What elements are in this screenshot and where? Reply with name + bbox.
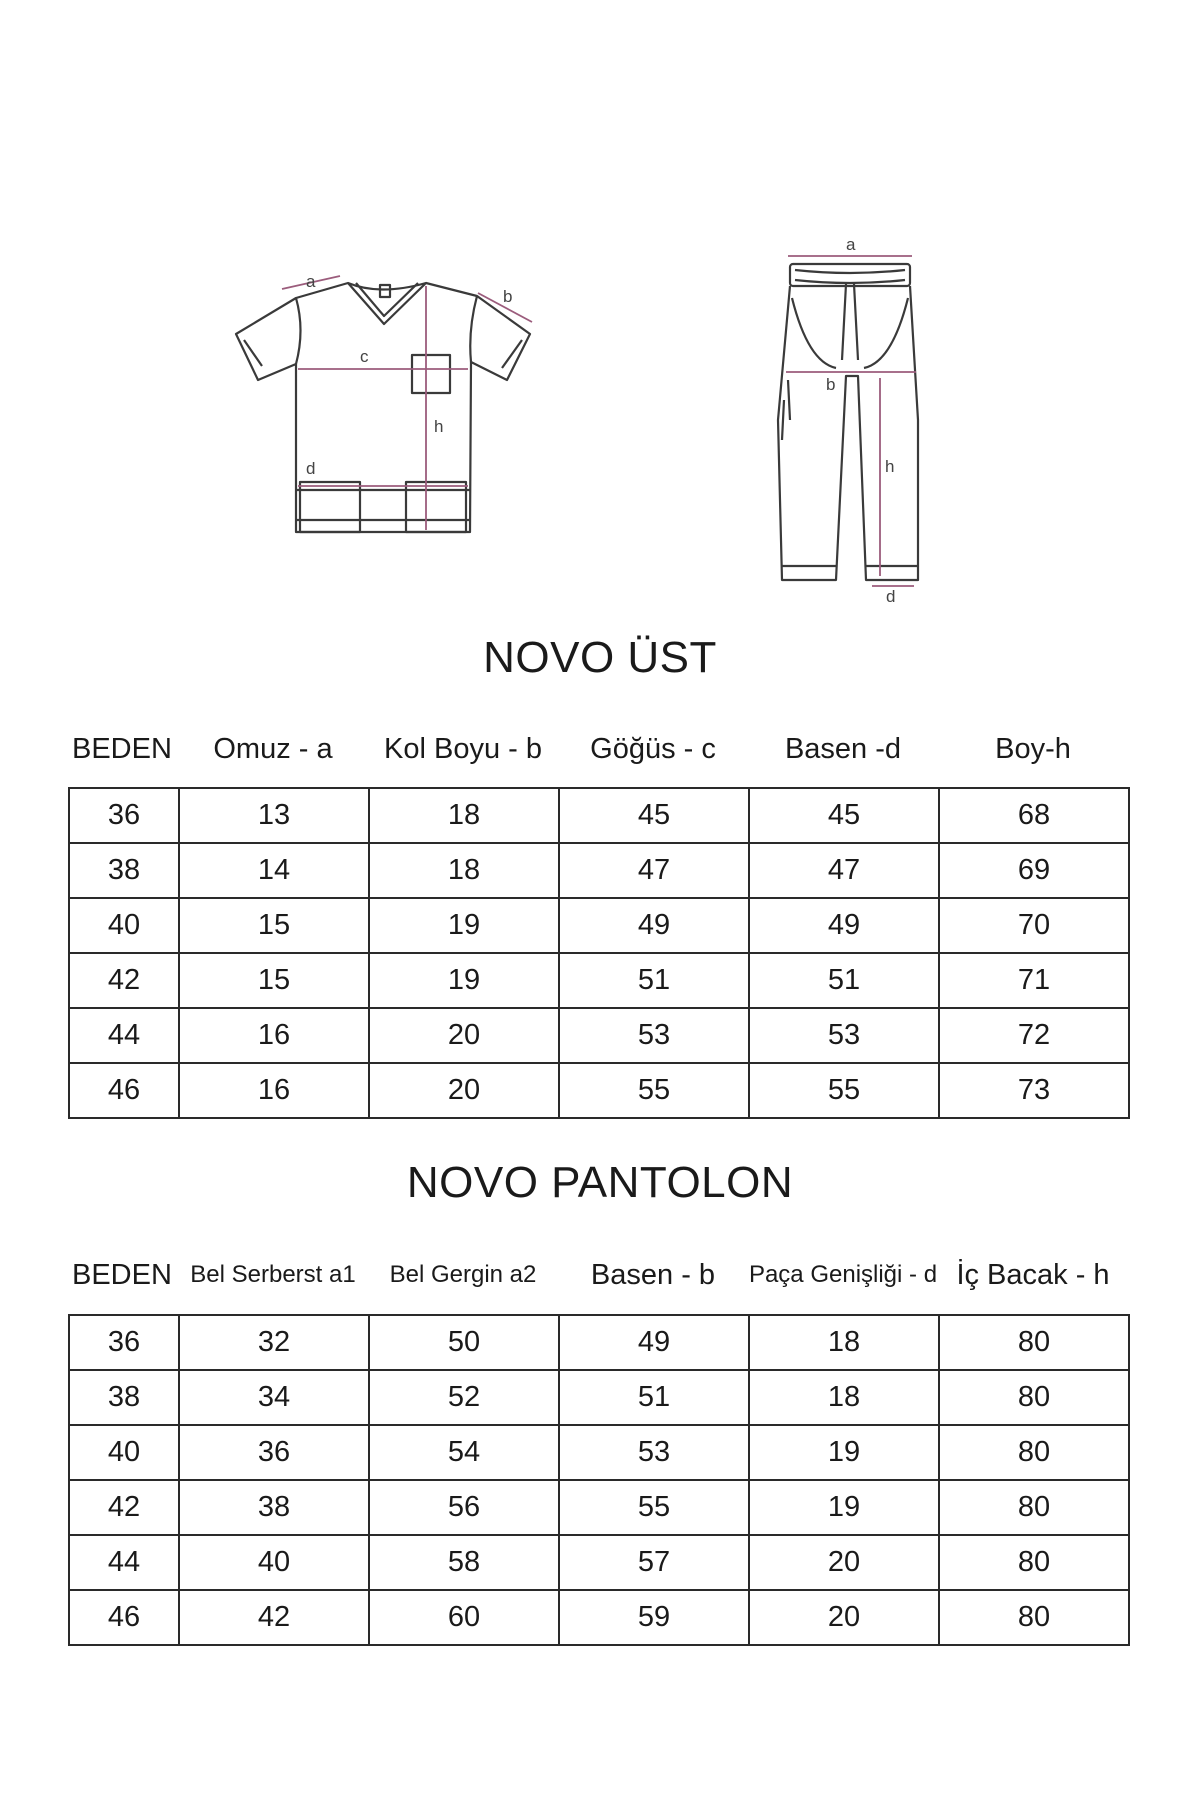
table-cell: 80 [939, 1315, 1129, 1370]
table-cell: 55 [559, 1063, 749, 1118]
table-cell: 16 [179, 1063, 369, 1118]
scrub-pants-measure-lines [786, 256, 916, 586]
table-cell: 40 [69, 898, 179, 953]
pantolon-header-bel-serberst: Bel Serberst a1 [190, 1261, 356, 1288]
table-cell: 38 [69, 843, 179, 898]
table-cell: 42 [69, 953, 179, 1008]
table-cell: 47 [749, 843, 939, 898]
top-label-h: h [434, 417, 444, 436]
title-novo-pantolon: NOVO PANTOLON [406, 1158, 794, 1207]
table-cell: 45 [559, 788, 749, 843]
ust-header-kol-boyu: Kol Boyu - b [384, 733, 542, 765]
table-cell: 40 [179, 1535, 369, 1590]
table-cell: 46 [69, 1063, 179, 1118]
table-cell: 56 [369, 1480, 559, 1535]
table-cell: 18 [369, 788, 559, 843]
top-label-a: a [306, 272, 316, 291]
pantolon-header-paca-genisligi: Paça Genişliği - d [748, 1261, 938, 1288]
table-row [69, 1480, 1129, 1535]
table-cell: 42 [69, 1480, 179, 1535]
table-cell: 19 [369, 953, 559, 1008]
pantolon-header-ic-bacak: İç Bacak - h [956, 1259, 1110, 1291]
table-cell: 49 [559, 1315, 749, 1370]
table-cell: 69 [939, 843, 1129, 898]
table-cell: 40 [69, 1425, 179, 1480]
table-cell: 16 [179, 1008, 369, 1063]
table-row [69, 788, 1129, 843]
table-cell: 46 [69, 1590, 179, 1645]
table-cell: 71 [939, 953, 1129, 1008]
top-label-d: d [306, 459, 316, 478]
scrub-top-diagram [236, 283, 530, 532]
table-cell: 19 [749, 1425, 939, 1480]
table-cell: 55 [749, 1063, 939, 1118]
table-row [69, 1315, 1129, 1370]
top-label-c: c [360, 347, 369, 366]
table-cell: 55 [559, 1480, 749, 1535]
table-cell: 80 [939, 1480, 1129, 1535]
table-cell: 13 [179, 788, 369, 843]
top-label-b: b [503, 287, 513, 306]
ust-header-omuz: Omuz - a [213, 733, 333, 765]
table-cell: 18 [749, 1370, 939, 1425]
table-row [69, 1590, 1129, 1645]
table-cell: 57 [559, 1535, 749, 1590]
table-cell: 20 [369, 1063, 559, 1118]
table-cell: 38 [69, 1370, 179, 1425]
ust-header-gogus: Göğüs - c [590, 733, 716, 765]
table-row [69, 1425, 1129, 1480]
table-row [69, 953, 1129, 1008]
table-cell: 49 [749, 898, 939, 953]
ust-header-row [68, 729, 1128, 769]
pantolon-size-table [68, 1314, 1130, 1646]
pantolon-header-row [68, 1255, 1128, 1295]
table-cell: 52 [369, 1370, 559, 1425]
table-cell: 20 [749, 1535, 939, 1590]
table-row [69, 843, 1129, 898]
table-cell: 73 [939, 1063, 1129, 1118]
table-cell: 50 [369, 1315, 559, 1370]
pants-label-b: b [826, 375, 836, 394]
table-cell: 58 [369, 1535, 559, 1590]
table-cell: 15 [179, 953, 369, 1008]
title-novo-ust: NOVO ÜST [483, 633, 717, 682]
table-cell: 59 [559, 1590, 749, 1645]
table-cell: 42 [179, 1590, 369, 1645]
pantolon-header-beden: BEDEN [72, 1259, 172, 1291]
table-cell: 80 [939, 1590, 1129, 1645]
table-cell: 34 [179, 1370, 369, 1425]
table-cell: 53 [749, 1008, 939, 1063]
pants-label-h: h [885, 457, 895, 476]
table-cell: 20 [749, 1590, 939, 1645]
table-cell: 80 [939, 1535, 1129, 1590]
table-row [69, 1535, 1129, 1590]
table-cell: 44 [69, 1008, 179, 1063]
table-cell: 51 [749, 953, 939, 1008]
table-cell: 36 [69, 1315, 179, 1370]
table-cell: 19 [369, 898, 559, 953]
table-cell: 70 [939, 898, 1129, 953]
table-cell: 36 [69, 788, 179, 843]
ust-header-boy: Boy-h [995, 733, 1071, 765]
table-cell: 18 [369, 843, 559, 898]
table-row [69, 1370, 1129, 1425]
table-row [69, 898, 1129, 953]
table-cell: 38 [179, 1480, 369, 1535]
table-cell: 20 [369, 1008, 559, 1063]
table-cell: 32 [179, 1315, 369, 1370]
table-cell: 80 [939, 1370, 1129, 1425]
table-cell: 53 [559, 1008, 749, 1063]
table-cell: 14 [179, 843, 369, 898]
table-cell: 60 [369, 1590, 559, 1645]
table-cell: 54 [369, 1425, 559, 1480]
table-cell: 49 [559, 898, 749, 953]
pantolon-header-basen: Basen - b [590, 1259, 716, 1291]
table-cell: 44 [69, 1535, 179, 1590]
table-cell: 68 [939, 788, 1129, 843]
table-cell: 72 [939, 1008, 1129, 1063]
pantolon-header-bel-gergin: Bel Gergin a2 [389, 1261, 537, 1288]
table-cell: 45 [749, 788, 939, 843]
table-cell: 80 [939, 1425, 1129, 1480]
scrub-pants-diagram [778, 264, 918, 580]
pants-label-d: d [886, 587, 896, 606]
table-cell: 18 [749, 1315, 939, 1370]
table-cell: 15 [179, 898, 369, 953]
table-row [69, 1063, 1129, 1118]
table-row [69, 1008, 1129, 1063]
table-cell: 36 [179, 1425, 369, 1480]
ust-header-beden: BEDEN [72, 733, 172, 765]
pants-label-a: a [846, 235, 856, 254]
table-cell: 51 [559, 953, 749, 1008]
table-cell: 47 [559, 843, 749, 898]
table-cell: 53 [559, 1425, 749, 1480]
table-cell: 19 [749, 1480, 939, 1535]
ust-header-basen: Basen -d [784, 733, 902, 765]
garment-diagrams [0, 0, 1200, 640]
ust-size-table [68, 787, 1130, 1119]
table-cell: 51 [559, 1370, 749, 1425]
